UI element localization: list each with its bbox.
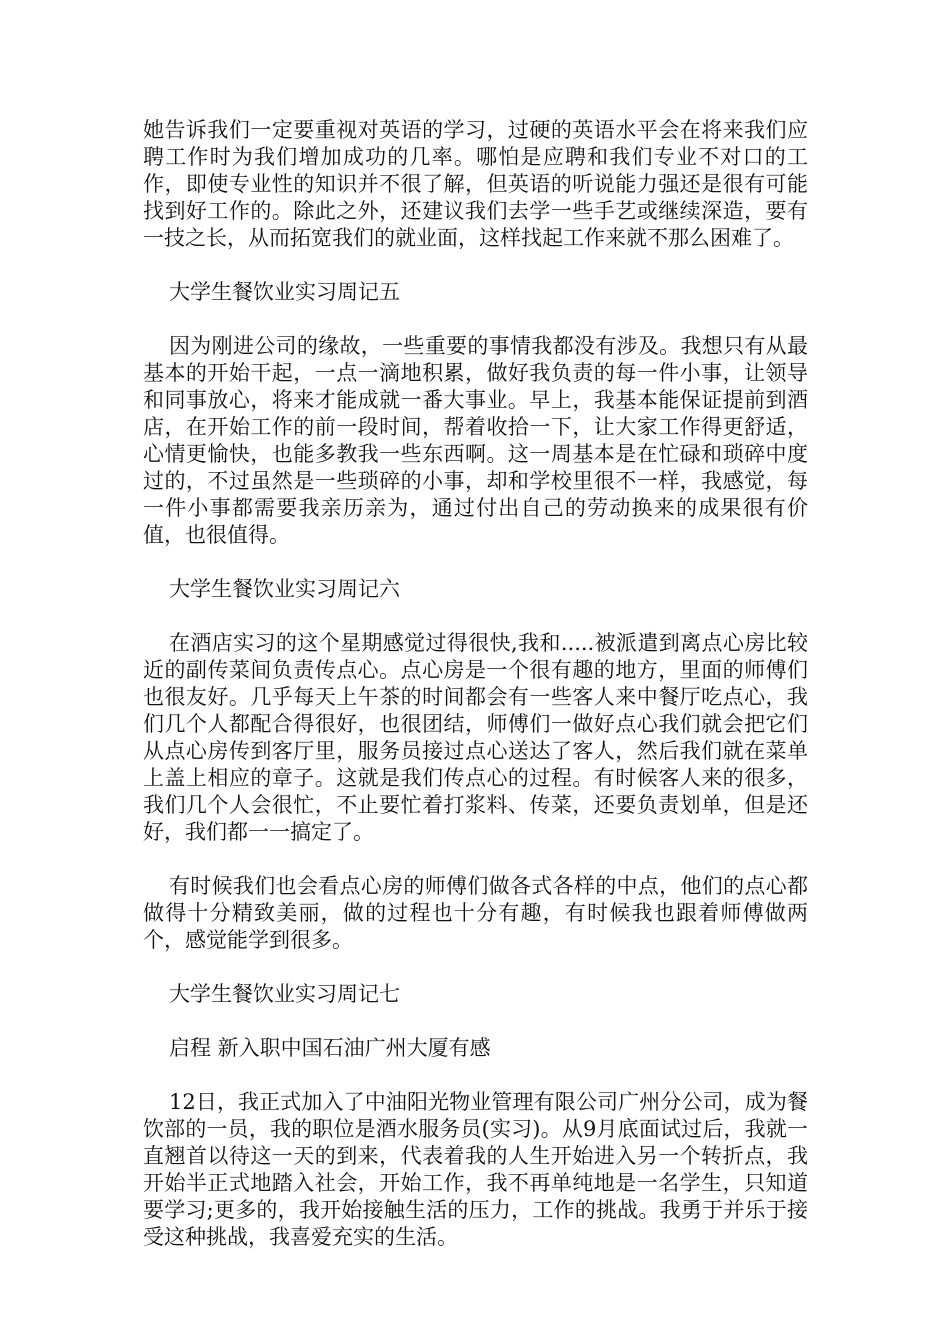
paragraph-week-six-a: 在酒店实习的这个星期感觉过得很快,我和.....被派遣到离点心房比较近的副传菜间负责传点心。点心房是一个很有趣的地方，里面的师傅们也很友好。几乎每天上午茶的时间都会有一些客人来中餐厅吃点心，我们几个人都配合得很好，也很团结，师傅们一做好点心我们就会把它们从点心房传到客厅里，服务员接过点心送达了客人，然后我们就在菜单上盖上相应的章子。这就是我们传点心的过程。有时候客人来的很多，我们几个人会很忙，不止要忙着打浆料、传菜，还要负责划单，但是还好，我们都一一搞定了。 (143, 631, 808, 844)
document-body (143, 117, 808, 1278)
subheading-start-new-job: 启程 新入职中国石油广州大厦有感 (169, 1036, 491, 1060)
paragraph-week-five: 因为刚进公司的缘故，一些重要的事情我都没有涉及。我想只有从最基本的开始干起，一点一滴地积累，做好我负责的每一件小事，让领导和同事放心，将来才能成就一番大事业。早上，我基本能保证提前到酒店，在开始工作的前一段时间，帮着收拾一下，让大家工作得更舒适，心情更愉快，也能多教我一些东西啊。这一周基本是在忙碌和琐碎中度过的，不过虽然是一些琐碎的小事，却和学校里很不一样，我感觉，每一件小事都需要我亲历亲为，通过付出自己的劳动换来的成果很有价值，也很值得。 (143, 334, 808, 547)
section-heading-week-six: 大学生餐饮业实习周记六 (169, 577, 400, 601)
section-heading-week-seven: 大学生餐饮业实习周记七 (169, 982, 400, 1006)
paragraph-intro-continuation: 她告诉我们一定要重视对英语的学习，过硬的英语水平会在将来我们应聘工作时为我们增加成功的几率。哪怕是应聘和我们专业不对口的工作，即使专业性的知识并不很了解，但英语的听说能力强还是很有可能找到好工作的。除此之外，还建议我们去学一些手艺或继续深造，要有一技之长，从而拓宽我们的就业面，这样找起工作来就不那么困难了。 (143, 118, 808, 250)
section-heading-week-five: 大学生餐饮业实习周记五 (169, 280, 400, 304)
paragraph-week-seven: 12日，我正式加入了中油阳光物业管理有限公司广州分公司，成为餐饮部的一员，我的职位是酒水服务员(实习)。从9月底面试过后，我就一直翘首以待这一天的到来，代表着我的人生开始进入另一个转折点，我开始半正式地踏入社会，开始工作，我不再单纯地是一名学生，只知道要学习;更多的，我开始接触生活的压力，工作的挑战。我勇于并乐于接受这种挑战，我喜爱充实的生活。 (143, 1090, 808, 1249)
paragraph-week-six-b: 有时候我们也会看点心房的师傅们做各式各样的中点，他们的点心都做得十分精致美丽，做的过程也十分有趣，有时候我也跟着师傅做两个，感觉能学到很多。 (143, 874, 808, 952)
